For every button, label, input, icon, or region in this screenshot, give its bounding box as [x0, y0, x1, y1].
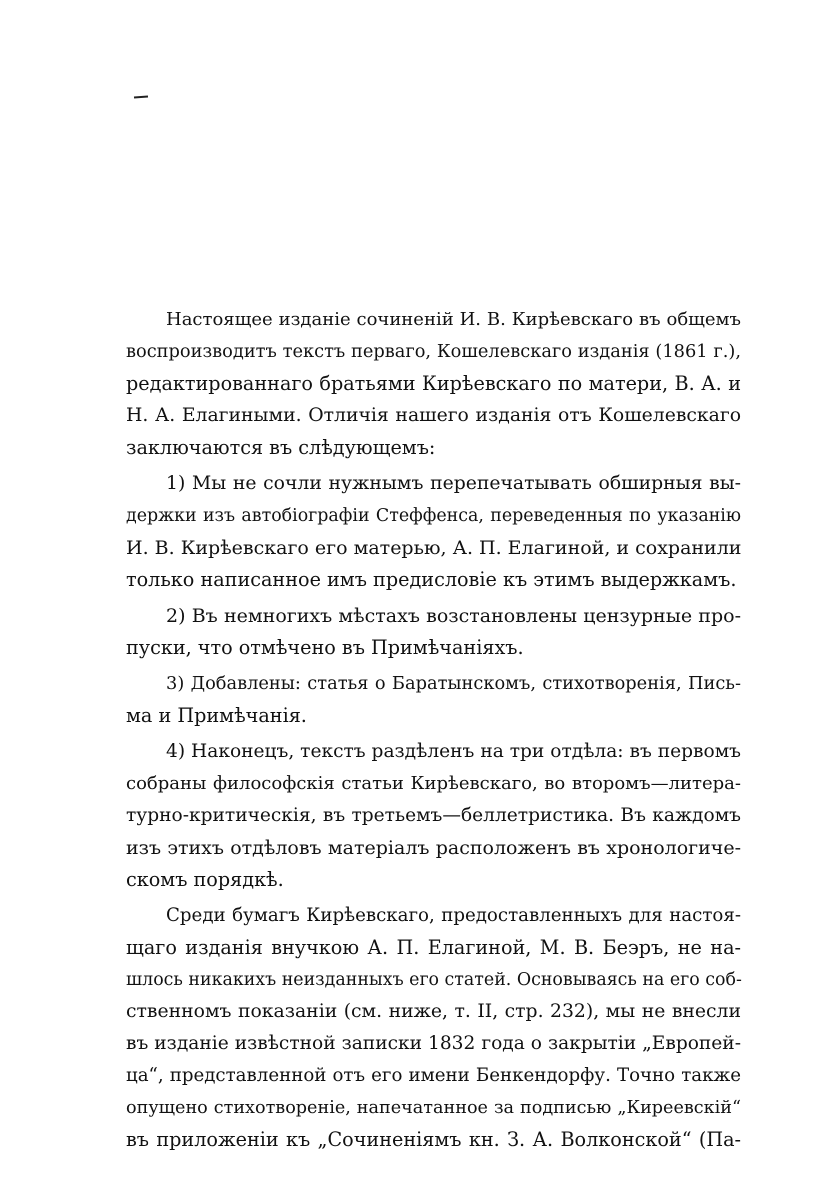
text-line: шлось никакихъ неизданныхъ его статей. Основываясь на его соб-	[126, 970, 742, 990]
text-line: ственномъ показаніи (см. ниже, т. II, стр. 232), мы не внесли	[126, 1001, 741, 1022]
top-mark	[134, 96, 148, 99]
text-line: Настоящее изданіе сочиненій И. В. Кирѣевскаго въ общемъ	[166, 309, 741, 330]
text-line: въ изданіе извѣстной записки 1832 года о закрытіи „Европей-	[126, 1033, 741, 1054]
text-line: Среди бумагъ Кирѣевскаго, предоставленныхъ для настоя-	[166, 905, 741, 926]
text-line: въ приложеніи къ „Сочиненіямъ кн. З. А. Волконской“ (Па-	[126, 1128, 741, 1151]
text-line: только написанное имъ предисловіе къ этимъ выдержкамъ.	[126, 568, 737, 591]
text-line: 2) Въ немногихъ мѣстахъ возстановлены цензурные про-	[166, 605, 741, 627]
text-line: ма и Примѣчанія.	[126, 704, 307, 727]
text-line: изъ этихъ отдѣловъ матеріалъ расположенъ въ хронологиче-	[126, 837, 741, 859]
text-line: опущено стихотвореніе, напечатанное за подписью „Киреевскій“	[126, 1098, 741, 1118]
text-line: пуски, что отмѣчено въ Примѣчаніяхъ.	[126, 636, 524, 659]
text-line: турно-критическія, въ третьемъ—беллетристика. Въ каждомъ	[126, 805, 741, 826]
text-line: заключаются въ слѣдующемъ:	[126, 436, 436, 459]
text-line: скомъ порядкѣ.	[126, 868, 284, 891]
text-line: И. В. Кирѣевскаго его матерью, А. П. Елагиной, и сохранили	[126, 537, 742, 559]
text-line: редактированнаго братьями Кирѣевскаго по матери, В. А. и	[126, 372, 741, 395]
text-line: собраны философскія статьи Кирѣевскаго, во второмъ—литера-	[126, 773, 741, 794]
text-line: 3) Добавлены: статья о Баратынскомъ, стихотворенія, Пись-	[166, 673, 741, 694]
text-line: щаго изданія внучкою А. П. Елагиной, М. В. Беэръ, не на-	[126, 936, 741, 959]
text-line: воспроизводитъ текстъ перваго, Кошелевскаго изданія (1861 г.),	[126, 341, 741, 362]
text-line: Н. А. Елагиными. Отличія нашего изданія отъ Кошелевскаго	[126, 405, 741, 426]
text-line: 1) Мы не сочли нужнымъ перепечатывать обширныя вы-	[166, 473, 741, 494]
text-line: 4) Наконецъ, текстъ раздѣленъ на три отдѣла: въ первомъ	[166, 741, 741, 762]
text-line: ца“, представленной отъ его имени Бенкендорфу. Точно также	[126, 1065, 741, 1086]
text-line: держки изъ автобіографіи Стеффенса, переведенныя по указанію	[126, 506, 741, 526]
